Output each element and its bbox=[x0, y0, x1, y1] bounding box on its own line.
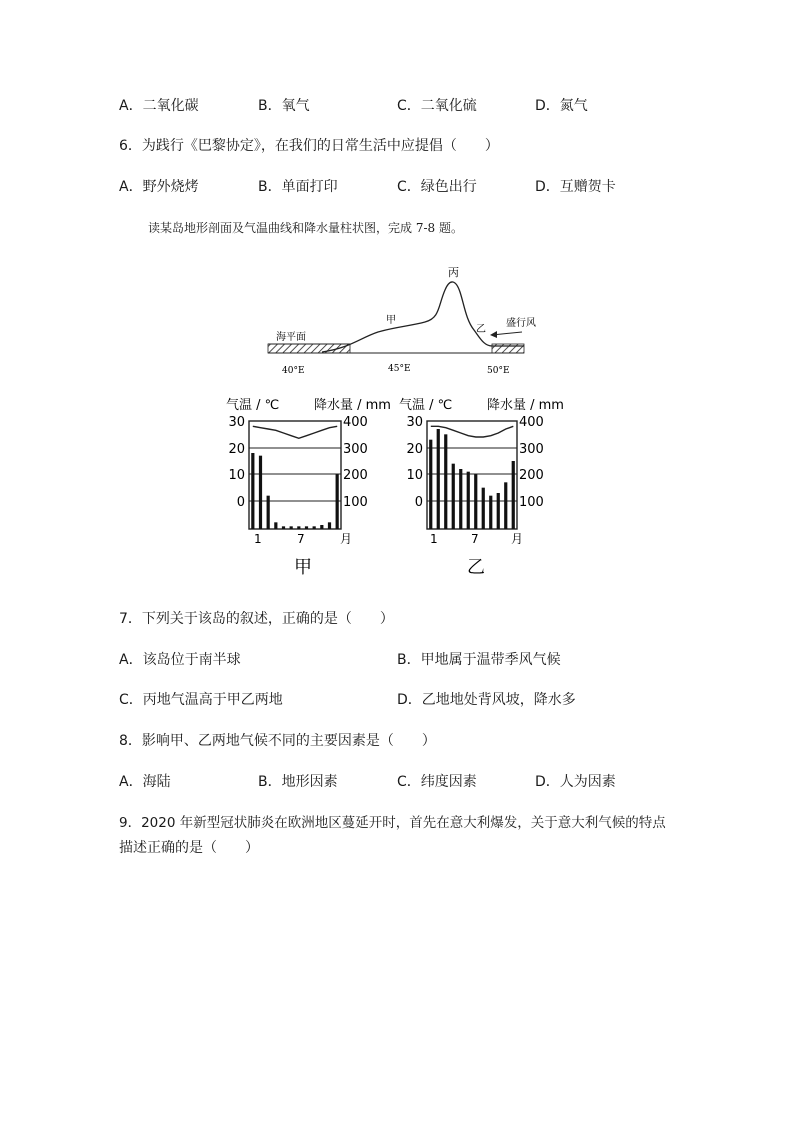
precip-bar bbox=[482, 488, 485, 529]
precip-bar bbox=[328, 522, 331, 529]
q8-option-b: B．地形因素 bbox=[258, 774, 338, 790]
q7-option-c: C．丙地气温高于甲乙两地 bbox=[119, 692, 283, 708]
month-tick-unit: 月 bbox=[340, 532, 353, 546]
temperature-curve bbox=[431, 426, 514, 437]
temp-tick-label: 0 bbox=[236, 495, 245, 510]
precip-tick-label: 100 bbox=[519, 495, 544, 510]
q9-stem-line1: 9．2020 年新型冠状肺炎在欧洲地区蔓延开时，首先在意大利爆发，关于意大利气候的特点 bbox=[119, 815, 666, 831]
q5-option-d: D．氮气 bbox=[535, 98, 588, 114]
q6-stem: 6．为践行《巴黎协定》，在我们的日常生活中应提倡（ ） bbox=[119, 138, 499, 154]
precip-bar bbox=[429, 440, 432, 529]
precip-tick-label: 200 bbox=[343, 468, 368, 483]
label-jia: 甲 bbox=[386, 315, 396, 326]
precip-bar bbox=[320, 525, 323, 529]
precip-bar bbox=[290, 526, 293, 529]
temp-tick-label: 10 bbox=[406, 468, 423, 483]
q6-option-a: A．野外烧烤 bbox=[119, 179, 199, 195]
q7-option-d: D．乙地地处背风坡，降水多 bbox=[397, 692, 576, 708]
precip-tick-label: 100 bbox=[343, 495, 368, 510]
longitude-40: 40°E bbox=[282, 366, 305, 376]
climate-chart-yi bbox=[395, 393, 575, 583]
precip-tick-label: 200 bbox=[519, 468, 544, 483]
precip-bar bbox=[336, 474, 339, 529]
q5-option-b: B．氧气 bbox=[258, 98, 310, 114]
month-tick-7: 7 bbox=[297, 532, 305, 546]
precip-bar bbox=[305, 526, 308, 529]
precip-bar bbox=[452, 464, 455, 529]
temp-axis-label: 气温 / ℃ bbox=[226, 398, 280, 413]
precip-tick-label: 400 bbox=[343, 415, 368, 430]
precip-tick-label: 400 bbox=[519, 415, 544, 430]
chart-name: 甲 bbox=[294, 557, 312, 578]
q6-option-d: D．互赠贺卡 bbox=[535, 179, 616, 195]
precip-tick-label: 300 bbox=[519, 442, 544, 457]
precip-tick-label: 300 bbox=[343, 442, 368, 457]
longitude-45: 45°E bbox=[388, 364, 411, 374]
precip-bar bbox=[282, 526, 285, 529]
precip-bar bbox=[274, 522, 277, 529]
precip-bar bbox=[437, 429, 440, 529]
q5-option-c: C．二氧化硫 bbox=[397, 98, 477, 114]
precip-bar bbox=[444, 434, 447, 529]
q8-option-c: C．纬度因素 bbox=[397, 774, 477, 790]
label-sea-level: 海平面 bbox=[276, 332, 306, 343]
longitude-50: 50°E bbox=[487, 366, 510, 376]
precip-bar bbox=[259, 456, 262, 529]
precip-axis-label: 降水量 / mm bbox=[314, 398, 391, 413]
q9-stem-line2: 描述正确的是（ ） bbox=[119, 840, 259, 856]
precip-axis-label: 降水量 / mm bbox=[487, 398, 564, 413]
month-tick-1: 1 bbox=[430, 532, 438, 546]
figure-intro: 读某岛地形剖面及气温曲线和降水量柱状图，完成 7-8 题。 bbox=[148, 221, 463, 235]
q7-option-a: A．该岛位于南半球 bbox=[119, 652, 241, 668]
month-tick-1: 1 bbox=[254, 532, 262, 546]
temp-tick-label: 20 bbox=[228, 442, 245, 457]
chart-name: 乙 bbox=[467, 557, 485, 578]
q8-option-a: A．海陆 bbox=[119, 774, 171, 790]
temperature-curve bbox=[253, 426, 337, 438]
label-yi: 乙 bbox=[476, 324, 486, 335]
temp-tick-label: 20 bbox=[406, 442, 423, 457]
temp-tick-label: 0 bbox=[414, 495, 423, 510]
month-tick-unit: 月 bbox=[511, 532, 524, 546]
precip-bar bbox=[497, 493, 500, 529]
precip-bar bbox=[267, 496, 270, 529]
q8-option-d: D．人为因素 bbox=[535, 774, 616, 790]
precip-bar bbox=[459, 469, 462, 529]
plot-frame bbox=[427, 421, 517, 529]
temp-axis-label: 气温 / ℃ bbox=[399, 398, 453, 413]
precip-bar bbox=[251, 453, 254, 529]
q7-stem: 7．下列关于该岛的叙述，正确的是（ ） bbox=[119, 611, 394, 627]
q8-stem: 8．影响甲、乙两地气候不同的主要因素是（ ） bbox=[119, 733, 436, 749]
q6-option-c: C．绿色出行 bbox=[397, 179, 477, 195]
temp-tick-label: 30 bbox=[228, 415, 245, 430]
precip-bar bbox=[504, 482, 507, 529]
climate-chart-jia bbox=[222, 393, 402, 583]
month-tick-7: 7 bbox=[471, 532, 479, 546]
q7-option-b: B．甲地属于温带季风气候 bbox=[397, 652, 561, 668]
terrain-profile-figure bbox=[260, 262, 540, 380]
q5-option-a: A．二氧化碳 bbox=[119, 98, 199, 114]
label-bing: 丙 bbox=[448, 266, 459, 279]
precip-bar bbox=[313, 526, 316, 529]
precip-bar bbox=[512, 461, 515, 529]
precip-bar bbox=[467, 472, 470, 529]
temp-tick-label: 30 bbox=[406, 415, 423, 430]
label-wind: 盛行风 bbox=[506, 318, 536, 329]
q6-option-b: B．单面打印 bbox=[258, 179, 338, 195]
precip-bar bbox=[474, 474, 477, 529]
temp-tick-label: 10 bbox=[228, 468, 245, 483]
precip-bar bbox=[297, 526, 300, 529]
precip-bar bbox=[489, 496, 492, 529]
terrain-profile-line bbox=[322, 282, 524, 352]
